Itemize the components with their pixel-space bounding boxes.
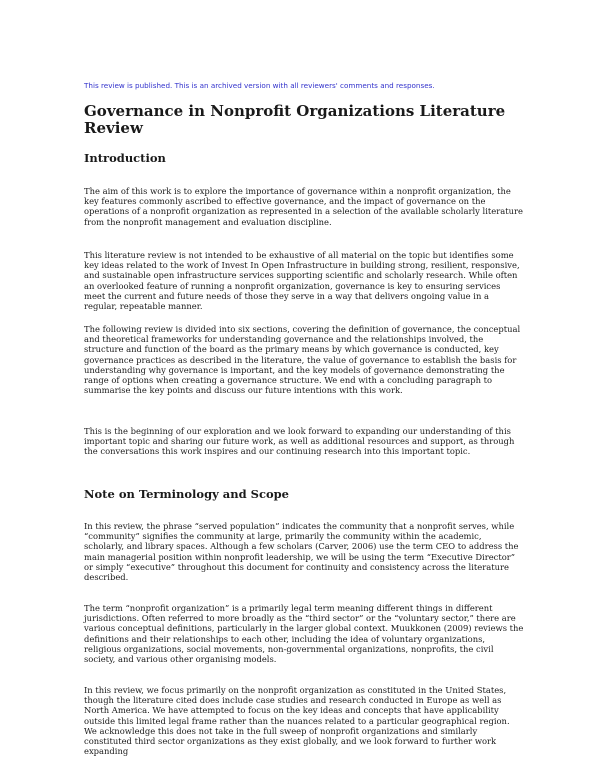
page-title: Governance in Nonprofit Organizations Literature Review <box>84 102 506 137</box>
paragraph: This literature review is not intended to be exhaustive of all material on the topic but identifies some key ideas related to the work of Invest In Open Infrastructure in building strong, resilient, responsive, and sustainable open infrastructure services supporting scientific and scholarly research. While often an overlooked feature of running a nonprofit organization, governance is key to ensuring services meet the current and future needs of those they serve in a way that delivers ongoing value in a regular, repeatable manner. <box>84 250 520 312</box>
paragraph: The following review is divided into six sections, covering the definition of governance, the conceptual and theoretical frameworks for understanding governance and the relationships involved, the structure and function of the board as the primary means by which governance is conducted, key governance practices as described in the literature, the value of governance to establish the basis for understanding why governance is important, and the key models of governance demonstrating the range of options when creating a governance structure. We end with a concluding paragraph to summarise the key points and discuss our future intentions with this work. <box>84 324 521 396</box>
paragraph: The term “nonprofit organization” is a primarily legal term meaning different things in different jurisdictions. Often referred to more broadly as the “third sector” or the “voluntary sector,” there are various conceptual definitions, particularly in the larger global context. Muukkonen (2009) reviews the definitions and their relationships to each other, including the idea of voluntary organizations, religious organizations, social movements, non-governmental organizations, nonprofits, the civil society, and various other organising models. <box>84 603 524 665</box>
paragraph: This is the beginning of our exploration and we look forward to expanding our understanding of this important topic and sharing our future work, as well as additional resources and support, as through the conversations this work inspires and our continuing research into this important topic. <box>84 426 515 457</box>
paragraph: In this review, the phrase “served population” indicates the community that a nonprofit serves, while “community” signifies the community at large, primarily the community within the academic, scholarly, and library spaces. Although a few scholars (Carver, 2006) use the term CEO to address the main managerial position within nonprofit leadership, we will be using the term “Executive Director” or simply “executive” throughout this document for continuity and consistency across the literature described. <box>84 521 519 583</box>
paragraph: The aim of this work is to explore the importance of governance within a nonprofit organization, the key features commonly ascribed to effective governance, and the impact of governance on the operations of a nonprofit organization as represented in a selection of the available scholarly literature from the nonprofit management and evaluation discipline. <box>84 186 523 227</box>
heading-terminology-scope: Note on Terminology and Scope <box>84 487 289 501</box>
heading-introduction: Introduction <box>84 151 166 165</box>
paragraph: In this review, we focus primarily on the nonprofit organization as constituted in the United States, though the literature cited does include case studies and research conducted in Europe as well as North America. We have attempted to focus on the key ideas and concepts that have applicability outside this limited legal frame rather than the nuances related to a particular geographical region. We acknowledge this does not take in the full sweep of nonprofit organizations and similarly constituted third sector organizations as they exist globally, and we look forward to further work expanding <box>84 685 510 757</box>
archive-notice: This review is published. This is an archived version with all reviewers' comments and responses. <box>84 81 435 90</box>
